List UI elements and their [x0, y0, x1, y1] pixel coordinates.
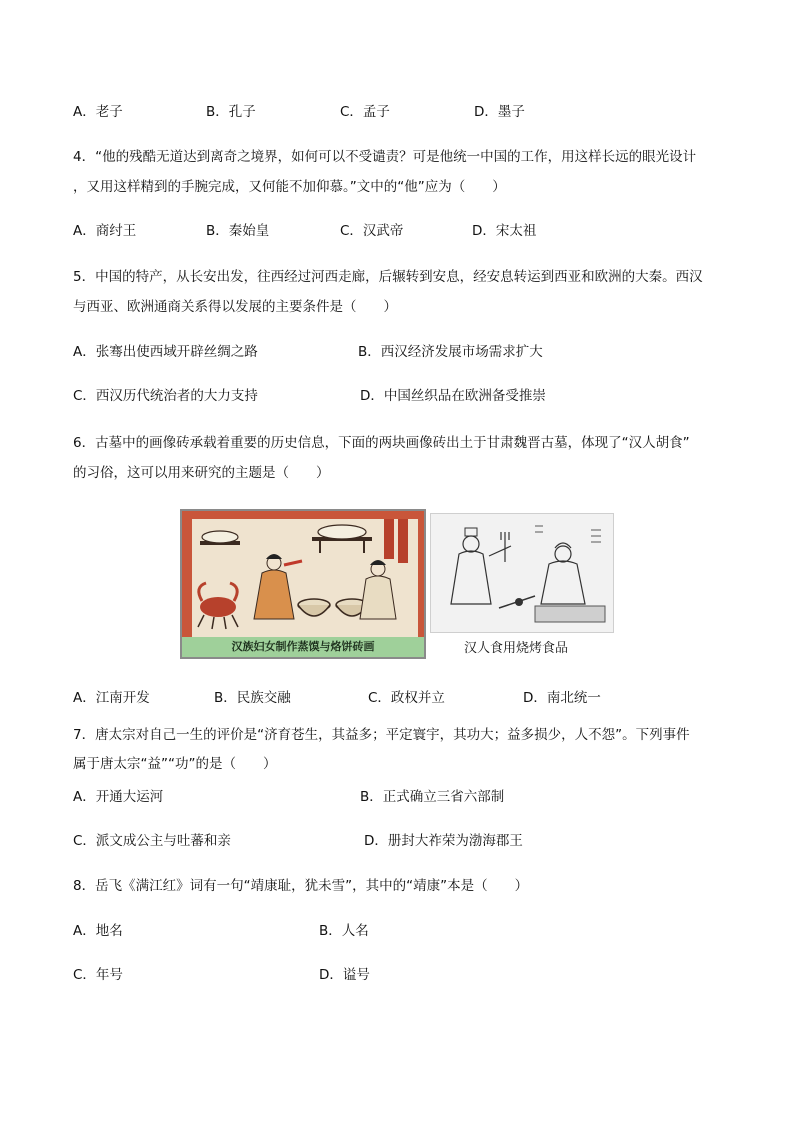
q7-option-c[interactable]: C．派文成公主与吐蕃和亲: [73, 833, 231, 849]
q7-option-d[interactable]: D．册封大祚荣为渤海郡王: [364, 833, 523, 849]
q4-stem-line1: 4．“他的残酷无道达到离奇之境界，如何可以不受谴责？可是他统一中国的工作，用这样长远的眼光设计: [73, 149, 697, 165]
q4-option-d[interactable]: D．宋太祖: [472, 223, 537, 239]
q7-stem-line1: 7．唐太宗对自己一生的评价是“济育苍生，其益多；平定寰宇，其功大；益多损少，人不怨”。下列事件: [73, 727, 690, 743]
brick-painting-right-caption: 汉人食用烧烤食品: [464, 641, 569, 656]
q3-option-a[interactable]: A．老子: [73, 104, 123, 120]
q6-stem-line1: 6．古墓中的画像砖承载着重要的历史信息，下面的两块画像砖出土于甘肃魏晋古墓，体现了“汉人胡食”: [73, 435, 690, 451]
q6-stem-line2: 的习俗，这可以用来研究的主题是（ ）: [73, 465, 330, 481]
q5-stem-line2: 与西亚、欧洲通商关系得以发展的主要条件是（ ）: [73, 299, 397, 315]
brick-painting-left-caption: 汉族妇女制作蒸馍与烙饼砖画: [182, 637, 424, 657]
q4-option-a[interactable]: A．商纣王: [73, 223, 137, 239]
brick-painting-left: [180, 509, 426, 659]
q5-stem-line1: 5．中国的特产，从长安出发，往西经过河西走廊，后辗转到安息，经安息转运到西亚和欧洲的大秦。西汉: [73, 269, 703, 285]
q4-stem-line2: ，又用这样精到的手腕完成，又何能不加仰慕。”文中的“他”应为（ ）: [73, 179, 506, 195]
q5-option-a[interactable]: A．张骞出使西域开辟丝绸之路: [73, 344, 258, 360]
brick-painting-right: [430, 513, 614, 633]
q7-stem-line2: 属于唐太宗“益”“功”的是（ ）: [73, 756, 277, 772]
q6-option-a[interactable]: A．江南开发: [73, 690, 150, 706]
q3-option-b[interactable]: B．孔子: [206, 104, 256, 120]
brick-painting-scene: [192, 519, 418, 637]
q4-option-c[interactable]: C．汉武帝: [340, 223, 404, 239]
q7-option-a[interactable]: A．开通大运河: [73, 789, 164, 805]
women-cooking-illustration: [192, 519, 418, 637]
q3-option-c[interactable]: C．孟子: [340, 104, 390, 120]
q7-option-b[interactable]: B．正式确立三省六部制: [360, 789, 505, 805]
q5-option-d[interactable]: D．中国丝织品在欧洲备受推崇: [360, 388, 546, 404]
q8-option-a[interactable]: A．地名: [73, 923, 123, 939]
q6-option-c[interactable]: C．政权并立: [368, 690, 445, 706]
q5-option-c[interactable]: C．西汉历代统治者的大力支持: [73, 388, 258, 404]
q8-option-b[interactable]: B．人名: [319, 923, 369, 939]
q6-option-d[interactable]: D．南北统一: [523, 690, 601, 706]
q6-option-b[interactable]: B．民族交融: [214, 690, 291, 706]
q8-stem: 8．岳飞《满江红》词有一句“靖康耻，犹未雪”，其中的“靖康”本是（ ）: [73, 878, 529, 894]
q5-option-b[interactable]: B．西汉经济发展市场需求扩大: [358, 344, 543, 360]
q3-option-d[interactable]: D．墨子: [474, 104, 525, 120]
men-roasting-illustration: [431, 514, 614, 633]
q8-option-c[interactable]: C．年号: [73, 967, 123, 983]
q8-option-d[interactable]: D．谥号: [319, 967, 370, 983]
q4-option-b[interactable]: B．秦始皇: [206, 223, 270, 239]
